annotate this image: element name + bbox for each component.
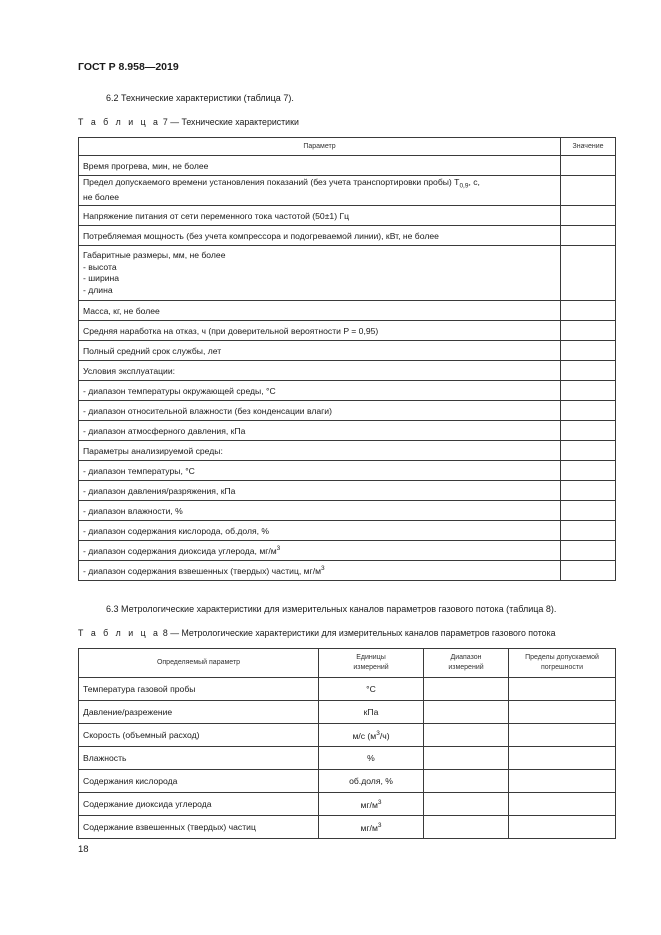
table-cell: Содержание взвешенных (твердых) частиц (79, 816, 319, 839)
table-cell (79, 561, 561, 581)
value-cell (561, 321, 616, 341)
section-6-3-text: 6.3 Метрологические характеристики для измерительных каналов параметров газового потока (таблица 8). (106, 604, 557, 614)
table8-header-limits (509, 649, 616, 678)
table-cell: Средняя наработка на отказ, ч (при доверительной вероятности P = 0,95) (79, 321, 561, 341)
table-cell: Полный средний срок службы, лет (79, 341, 561, 361)
value-cell (561, 226, 616, 246)
page-number: 18 (78, 844, 89, 855)
header-line: Единицы (356, 654, 386, 661)
value-cell (561, 421, 616, 441)
cell-text-tail: , с, (468, 177, 480, 188)
unit-superscript: 3 (376, 729, 380, 737)
cell-text: Габаритные размеры, мм, не более (83, 250, 226, 260)
unit-text: мг/м (360, 799, 378, 810)
cell-text-line: - высота (83, 261, 117, 272)
value-cell (561, 401, 616, 421)
range-cell (424, 724, 509, 747)
value-cell (561, 481, 616, 501)
unit-cell (319, 816, 424, 839)
limits-cell (509, 747, 616, 770)
value-cell (561, 501, 616, 521)
value-cell (561, 521, 616, 541)
table8-header-range (424, 649, 509, 678)
cell-text: - диапазон содержания взвешенных (твердых) частиц, мг/м (83, 565, 321, 576)
table-cell: Потребляемая мощность (без учета компрессора и подогреваемой линии), кВт, не более (79, 226, 561, 246)
limits-cell (509, 724, 616, 747)
table-cell: - диапазон температуры, °С (79, 461, 561, 481)
value-cell (561, 361, 616, 381)
value-cell (561, 156, 616, 176)
unit-cell: °С (319, 678, 424, 701)
table-cell: Содержания кислорода (79, 770, 319, 793)
table8-header-units (319, 649, 424, 678)
table8-caption-title: 8 — Метрологические характеристики для измерительных каналов параметров газового потока (160, 628, 556, 638)
table-cell (79, 176, 561, 206)
unit-cell: об.доля, % (319, 770, 424, 793)
table7-header-value: Значение (561, 138, 616, 156)
cell-text: - диапазон содержания диоксида углерода, мг/м (83, 545, 277, 556)
table-cell: Влажность (79, 747, 319, 770)
unit-text-tail: /ч) (379, 730, 390, 741)
table-cell: Давление/разрежение (79, 701, 319, 724)
unit-cell: кПа (319, 701, 424, 724)
value-cell (561, 341, 616, 361)
range-cell (424, 701, 509, 724)
table-cell: - диапазон температуры окружающей среды, °С (79, 381, 561, 401)
unit-superscript: 3 (377, 821, 382, 829)
table7-caption-title: 7 — Технические характеристики (160, 117, 299, 127)
header-line: измерений (353, 664, 389, 671)
unit-superscript: 3 (377, 798, 382, 806)
table-cell: - диапазон влажности, % (79, 501, 561, 521)
cell-text: Предел допускаемого времени установления показаний (без учета транспортировки пробы) T (83, 177, 460, 188)
table-cell: Время прогрева, мин, не более (79, 156, 561, 176)
range-cell (424, 816, 509, 839)
unit-cell (319, 793, 424, 816)
table-cell: Скорость (объемный расход) (79, 724, 319, 747)
header-line: измерений (448, 664, 484, 671)
table7-caption-prefix: Т а б л и ц а (78, 117, 161, 127)
value-cell (561, 561, 616, 581)
value-cell (561, 381, 616, 401)
range-cell (424, 747, 509, 770)
value-cell (561, 541, 616, 561)
header-line: Диапазон (450, 654, 482, 661)
table-cell: Температура газовой пробы (79, 678, 319, 701)
value-cell (561, 301, 616, 321)
range-cell (424, 793, 509, 816)
unit-cell (319, 724, 424, 747)
table-cell (79, 246, 561, 301)
limits-cell (509, 816, 616, 839)
cell-text-line2: не более (83, 192, 119, 203)
limits-cell (509, 770, 616, 793)
value-cell (561, 206, 616, 226)
table-cell: Масса, кг, не более (79, 301, 561, 321)
table-cell: Параметры анализируемой среды: (79, 441, 561, 461)
table-cell: Содержание диоксида углерода (79, 793, 319, 816)
cell-superscript: 3 (321, 565, 325, 573)
table7-caption (78, 117, 299, 127)
value-cell (561, 246, 616, 301)
table8-caption (78, 628, 556, 638)
table-cell (79, 541, 561, 561)
value-cell (561, 461, 616, 481)
cell-text-line: - ширина (83, 273, 120, 283)
table-cell: Условия эксплуатации: (79, 361, 561, 381)
table-cell: - диапазон давления/разряжения, кПа (79, 481, 561, 501)
limits-cell (509, 678, 616, 701)
unit-cell: % (319, 747, 424, 770)
limits-cell (509, 701, 616, 724)
document-code: ГОСТ Р 8.958—2019 (78, 61, 179, 73)
limits-cell (509, 793, 616, 816)
table-cell: Напряжение питания от сети переменного тока частотой (50±1) Гц (79, 206, 561, 226)
cell-superscript: 3 (276, 545, 281, 553)
section-6-2-text: 6.2 Технические характеристики (таблица 7). (106, 93, 294, 103)
table8 (78, 648, 616, 839)
table-cell: - диапазон относительной влажности (без конденсации влаги) (79, 401, 561, 421)
table-cell: - диапазон атмосферного давления, кПа (79, 421, 561, 441)
cell-text-line: - длина (83, 284, 113, 295)
value-cell (561, 441, 616, 461)
table8-header-param: Определяемый параметр (79, 649, 319, 678)
table7-header-param: Параметр (79, 138, 561, 156)
range-cell (424, 678, 509, 701)
value-cell (561, 176, 616, 206)
header-line: погрешности (540, 664, 583, 671)
header-line: Пределы допускаемой (525, 654, 599, 661)
range-cell (424, 770, 509, 793)
unit-text: мг/м (360, 822, 378, 833)
table8-caption-prefix: Т а б л и ц а (78, 628, 161, 638)
cell-subscript: 0,9 (459, 182, 469, 190)
table-cell: - диапазон содержания кислорода, об.доля, % (79, 521, 561, 541)
table7 (78, 137, 616, 581)
unit-text: м/с (м (352, 730, 377, 741)
